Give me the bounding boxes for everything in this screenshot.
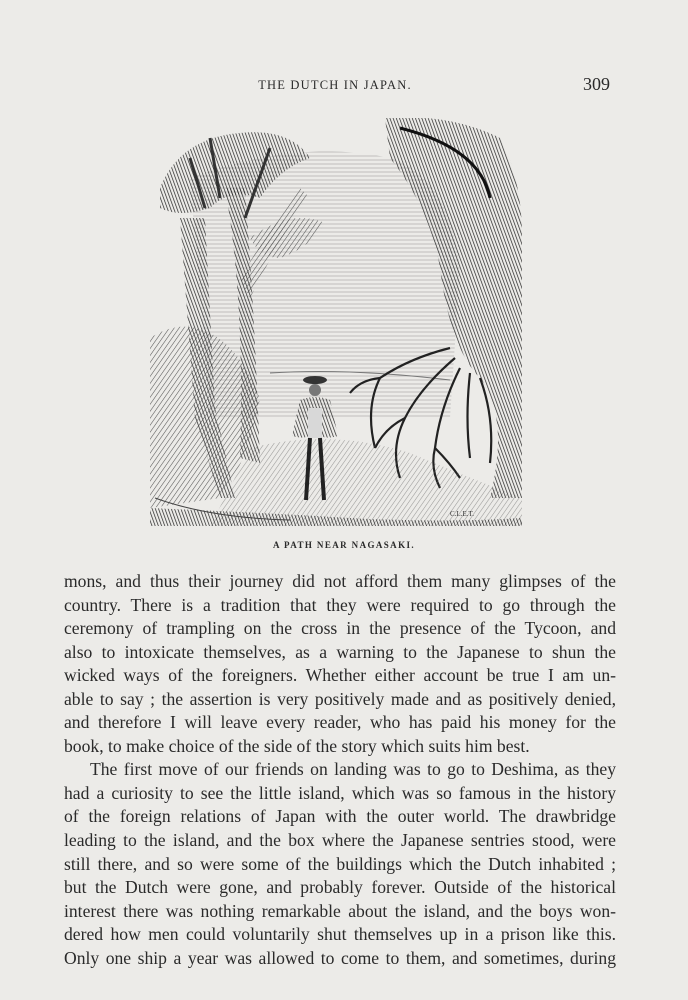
text-line: interest there was nothing remarkable about the island, and the boys won- (64, 900, 616, 921)
engraving-illustration (150, 118, 522, 526)
text-line: leading to the island, and the box where the Japanese sentries stood, were (64, 830, 616, 851)
text-line: also to intoxicate themselves, as a warning to the Japanese to shun the (64, 641, 616, 662)
path-near-nagasaki-engraving (150, 118, 522, 526)
paragraph-2 (64, 758, 616, 970)
text-line: but the Dutch were gone, and probably forever. Outside of the historical (64, 877, 616, 898)
text-line: wicked ways of the foreigners. Whether either account be true I am un- (64, 665, 616, 686)
text-line: Only one ship a year was allowed to come to them, and sometimes, during (64, 947, 616, 968)
figure-caption: A PATH NEAR NAGASAKI. (272, 540, 416, 550)
text-line: able to say ; the assertion is very positively made and as positively denied, (64, 688, 616, 709)
text-line: and therefore I will leave every reader, who has paid his money for the (64, 712, 616, 733)
text-line: ceremony of trampling on the cross in the presence of the Tycoon, and (64, 618, 616, 639)
text-line: of the foreign relations of Japan with the outer world. The drawbridge (64, 806, 616, 827)
text-line: country. There is a tradition that they were required to go through the (64, 594, 616, 615)
engraver-signature: C.L.E.T. (450, 510, 474, 518)
body-text (64, 570, 616, 970)
text-line: mons, and thus their journey did not afford them many glimpses of the (64, 571, 616, 591)
text-line: book, to make choice of the side of the story which suits him best. (64, 735, 530, 756)
text-line: The first move of our friends on landing was to go to Deshima, as they (90, 759, 616, 780)
text-line: dered how men could voluntarily shut themselves up in a prison like this. (64, 924, 616, 945)
running-head: THE DUTCH IN JAPAN. (258, 78, 412, 92)
page-number: 309 (583, 74, 610, 94)
paragraph-1 (64, 570, 616, 758)
text-line: still there, and so were some of the buildings which the Dutch inhabited ; (64, 853, 616, 874)
text-line: had a curiosity to see the little island, which was so famous in the history (64, 782, 616, 803)
